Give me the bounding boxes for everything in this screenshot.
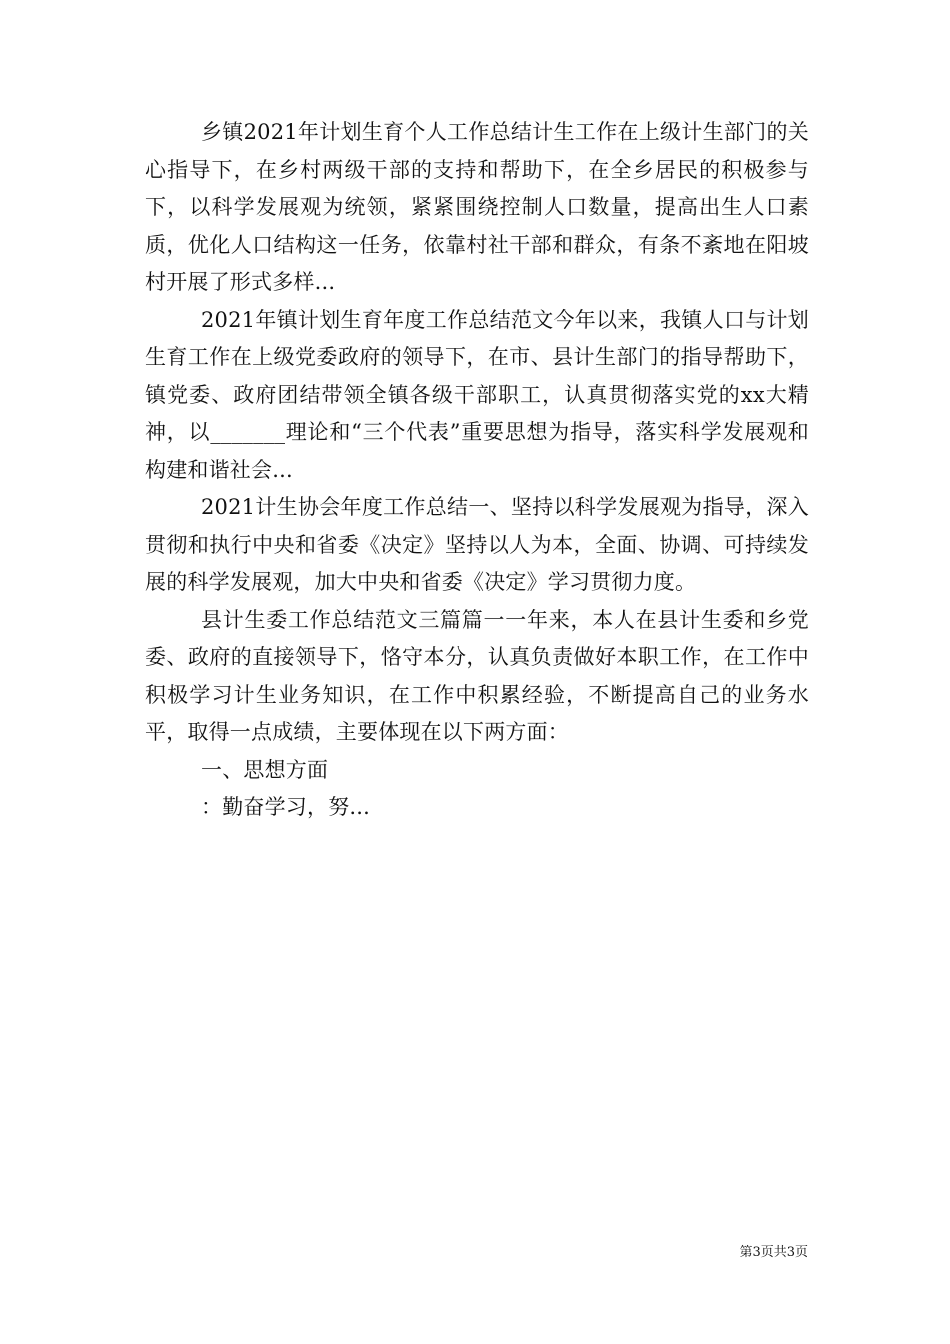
- paragraph-2: 2021年镇计划生育年度工作总结范文今年以来，我镇人口与计划生育工作在上级党委政府的领导下，在市、县计生部门的指导帮助下，镇党委、政府团结带领全镇各级干部职工，认真贯彻落实党的xx大精神，以_______理论和“三个代表”重要思想为指导，落实科学发展观和构建和谐社会...: [145, 307, 809, 482]
- paragraph-5: ：勤奋学习，努...: [201, 795, 371, 819]
- section-heading: 一、思想方面: [201, 757, 329, 782]
- document-body: [145, 114, 809, 827]
- page-number: 第3页共3页: [739, 1245, 808, 1260]
- paragraph-3: 2021计生协会年度工作总结一、坚持以科学发展观为指导，深入贯彻和执行中央和省委《决定》坚持以人为本，全面、协调、可持续发展的科学发展观，加大中央和省委《决定》学习贯彻力度。: [145, 495, 809, 594]
- paragraph-1: 乡镇2021年计划生育个人工作总结计生工作在上级计生部门的关心指导下，在乡村两级干部的支持和帮助下，在全乡居民的积极参与下，以科学发展观为统领，紧紧围绕控制人口数量，提高出生人口素质，优化人口结构这一任务，依靠村社干部和群众，有条不紊地在阳坡村开展了形式多样...: [145, 120, 809, 294]
- paragraph-4: 县计生委工作总结范文三篇篇一一年来，本人在县计生委和乡党委、政府的直接领导下，恪守本分，认真负责做好本职工作，在工作中积极学习计生业务知识，在工作中积累经验，不断提高自己的业务水平，取得一点成绩，主要体现在以下两方面：: [145, 607, 809, 744]
